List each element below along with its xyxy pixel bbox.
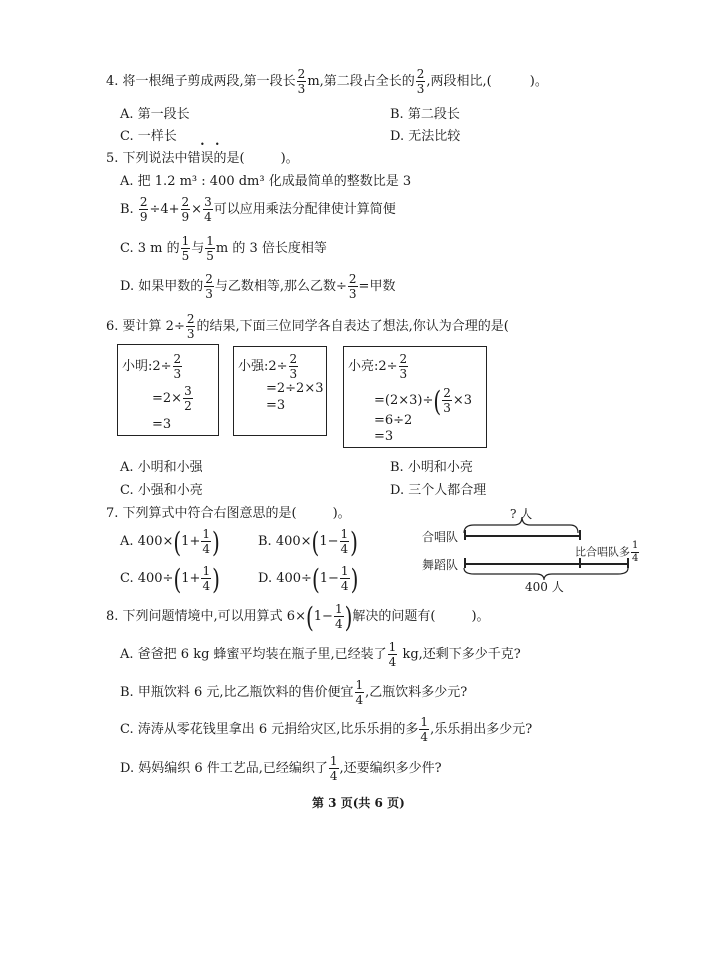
q6-option-b[interactable]: B. 小明和小亮 xyxy=(390,460,473,475)
diagram-bottom-label: 400 人 xyxy=(525,580,564,594)
xiaoliang-line1: 小亮:2÷ $\frac{2}{3}$ xyxy=(348,352,408,381)
xiaoqiang-line1: 小强:2÷ $\frac{2}{3}$ xyxy=(238,352,298,381)
q5-option-d[interactable]: D. 如果甲数的 $\frac{2}{3}$ 与乙数相等,那么乙数÷ $\frac{2}{3}$ =甲数 xyxy=(120,272,396,301)
fraction: $\frac{2}{3}$ xyxy=(399,352,408,381)
xiaoming-box xyxy=(117,344,219,436)
q8-option-b[interactable]: B. 甲瓶饮料 6 元,比乙瓶饮料的售价便宜 $\frac{1}{4}$ ,乙瓶饮料多少元? xyxy=(120,678,468,707)
xiaoqiang-box xyxy=(233,346,327,436)
q6-option-c[interactable]: C. 小强和小亮 xyxy=(120,483,203,498)
q4-option-c[interactable]: C. 一样长 xyxy=(120,129,177,144)
q4-stem: 4. 将一根绳子剪成两段,第一段长 $\frac{2}{3}$ m,第二段占全长的 $\frac{2}{3}$ ,两段相比,( )。 xyxy=(106,67,548,96)
choir-bar-end xyxy=(579,530,581,540)
top-brace xyxy=(462,515,582,535)
diagram-row2-label: 舞蹈队 xyxy=(422,558,459,572)
fraction: $\frac{1}{4}$ xyxy=(340,527,349,556)
fraction: $\frac{2}{9}$ xyxy=(139,195,148,224)
fraction: $\frac{1}{4}$ xyxy=(329,754,338,783)
fraction: $\frac{2}{3}$ xyxy=(348,272,357,301)
fraction: $\frac{2}{3}$ xyxy=(297,67,306,96)
q4-option-a[interactable]: A. 第一段长 xyxy=(120,107,190,122)
q8-option-d[interactable]: D. 妈妈编织 6 件工艺品,已经编织了 $\frac{1}{4}$ ,还要编织多少件? xyxy=(120,754,442,783)
fraction: $\frac{3}{2}$ xyxy=(184,384,192,413)
fraction: $\frac{1}{4}$ xyxy=(632,540,639,564)
diagram-row1-label: 合唱队 xyxy=(422,530,459,544)
q8-option-c[interactable]: C. 涛涛从零花钱里拿出 6 元捐给灾区,比乐乐捐的多 $\frac{1}{4}$ ,乐乐捐出多少元? xyxy=(120,715,533,744)
xiaoliang-box xyxy=(343,346,487,448)
fraction: $\frac{2}{3}$ xyxy=(289,352,298,381)
page-number: 第 3 页(共 6 页) xyxy=(312,796,405,810)
q8-option-a[interactable]: A. 爸爸把 6 kg 蜂蜜平均装在瓶子里,已经装了 $\frac{1}{4}$ kg,还剩下多少千克? xyxy=(120,640,521,669)
xiaoming-line1: 小明:2÷ $\frac{2}{3}$ xyxy=(122,352,182,381)
q8-stem: 8. 下列问题情境中,可以用算式 6×(1− $\frac{1}{4}$ )解决的问题有( )。 xyxy=(106,599,490,634)
q7-option-c[interactable]: C. 400÷(1+ $\frac{1}{4}$ ) xyxy=(120,561,220,596)
xiaoqiang-line3: =3 xyxy=(266,398,286,413)
fraction: $\frac{1}{5}$ xyxy=(181,234,190,263)
q7-stem: 7. 下列算式中符合右图意思的是( )。 xyxy=(106,506,351,521)
q6-stem: 6. 要计算 2÷ $\frac{2}{3}$ 的结果,下面三位同学各自表达了想法,你认为合理的是( xyxy=(106,312,509,341)
q6-option-d[interactable]: D. 三个人都合理 xyxy=(390,483,487,498)
xiaoliang-line4: =3 xyxy=(374,429,394,444)
q7-option-d[interactable]: D. 400÷(1− $\frac{1}{4}$ ) xyxy=(258,561,359,596)
fraction: $\frac{2}{9}$ xyxy=(181,195,190,224)
fraction: $\frac{1}{4}$ xyxy=(420,715,429,744)
xiaoming-line2: =2× $\frac{3}{2}$ xyxy=(152,384,192,413)
fraction: $\frac{1}{4}$ xyxy=(340,564,349,593)
fraction: $\frac{1}{5}$ xyxy=(206,234,214,263)
xiaoming-line3: =3 xyxy=(152,417,172,432)
diagram-top-label: ? 人 xyxy=(510,507,533,521)
q6-option-a[interactable]: A. 小明和小强 xyxy=(120,460,203,475)
emphasis-dots: • • xyxy=(200,140,220,149)
q7-option-a[interactable]: A. 400×(1+ $\frac{1}{4}$ ) xyxy=(120,524,220,559)
diagram-note: 比合唱队多 $\frac{1}{4}$ xyxy=(575,540,639,564)
fraction: $\frac{1}{4}$ xyxy=(388,640,397,669)
fraction: $\frac{1}{4}$ xyxy=(202,527,210,556)
fraction: $\frac{2}{3}$ xyxy=(416,67,425,96)
fraction: $\frac{2}{3}$ xyxy=(186,312,195,341)
q5-option-a[interactable]: A. 把 1.2 m³ : 400 dm³ 化成最简单的整数比是 3 xyxy=(120,174,412,189)
q5-stem-full: 5. 下列说法中错误的是( )。 xyxy=(106,147,299,166)
q4-option-b[interactable]: B. 第二段长 xyxy=(390,107,460,122)
q5-option-b[interactable]: B. $\frac{2}{9}$ ÷4+ $\frac{2}{9}$ × $\frac{3}{4}$ 可以应用乘法分配律使计算简便 xyxy=(120,195,396,224)
fraction: $\frac{1}{4}$ xyxy=(202,564,211,593)
q7-option-b[interactable]: B. 400×(1− $\frac{1}{4}$ ) xyxy=(258,524,358,559)
fraction: $\frac{2}{3}$ xyxy=(443,386,451,415)
q5-option-c[interactable]: C. 3 m 的 $\frac{1}{5}$ 与 $\frac{1}{5}$ m 的 3 倍长度相等 xyxy=(120,234,327,263)
xiaoliang-line2: =(2×3)÷( $\frac{2}{3}$ ×3 xyxy=(374,383,472,418)
choir-bar xyxy=(464,535,580,537)
xiaoliang-line3: =6÷2 xyxy=(374,413,413,428)
fraction: $\frac{1}{4}$ xyxy=(355,678,364,707)
choir-bar-start xyxy=(464,530,466,540)
fraction: $\frac{2}{3}$ xyxy=(173,352,182,381)
fraction: $\frac{3}{4}$ xyxy=(204,195,212,224)
fraction: $\frac{2}{3}$ xyxy=(205,272,213,301)
xiaoqiang-line2: =2÷2×3 xyxy=(266,381,324,396)
dance-bar xyxy=(464,563,628,565)
fraction: $\frac{1}{4}$ xyxy=(334,602,343,631)
q4-option-d[interactable]: D. 无法比较 xyxy=(390,129,461,144)
